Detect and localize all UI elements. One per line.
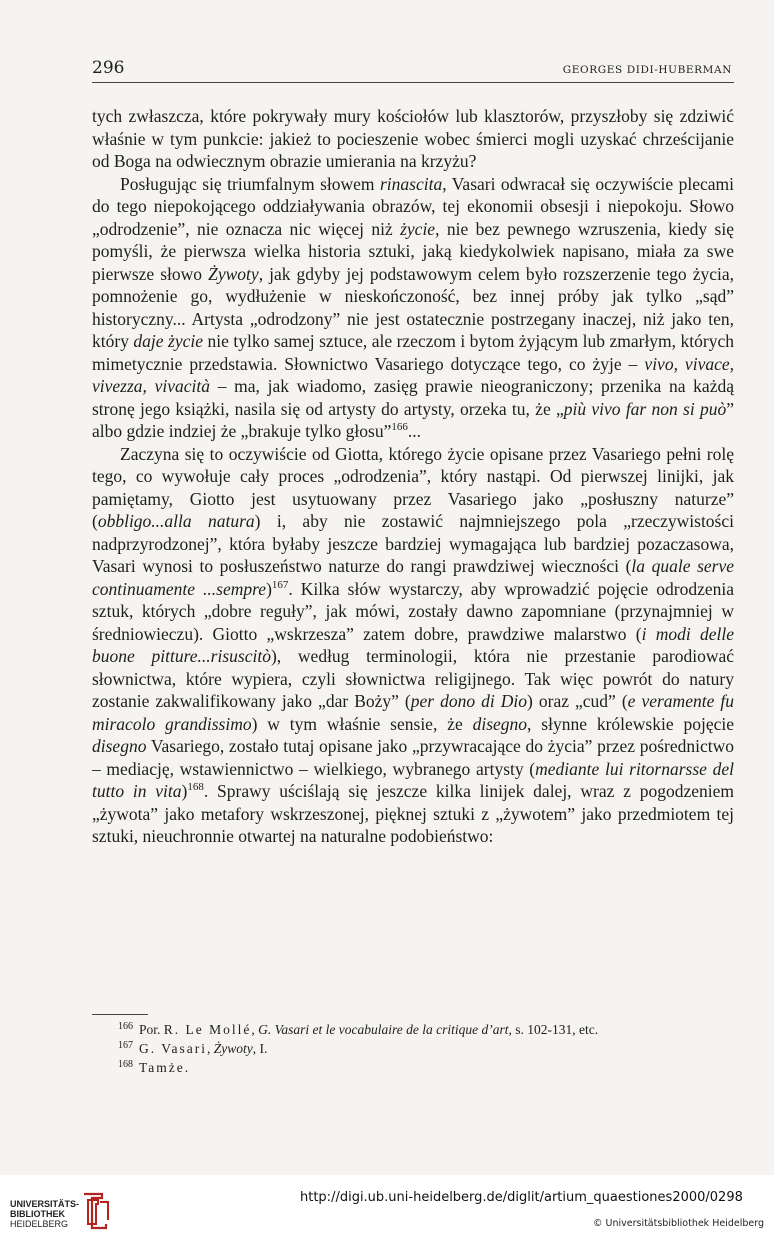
footnotes <box>118 1020 718 1077</box>
footnote-167: $^{167}$ G. Vasari, Żywoty, I. <box>118 1039 268 1056</box>
footnote-ref-168[interactable]: 168 <box>187 781 204 794</box>
page-header <box>92 56 734 83</box>
library-logo-icon <box>80 1190 112 1232</box>
paragraph-3: Zaczyna się to oczywiście od Giotta, którego życie opisane przez Vasariego pełni rolę tego, co wywołuje cały proces „odrodzenia”, który nastąpi. Od pierwszej linijki, jak pamiętamy, Giotto jest usytuowany przez Vasariego jako „posłuszny naturze” (obbligo...alla natura) i, aby nie zostawić najmniejszego pola „rzeczywistości nadprzyrodzonej”, która byłaby jeszcze bardziej wymagająca lub bardziej pozaczasowa, Vasari wynosi to posłuszeństwo naturze do rangi prawdziwej wieczności (la quale serve continuamente ...sempre)$^{167}$. Kilka słów wystarczy, aby wprowadzić pojęcie odrodzenia sztuk, których „dobre reguły”, jak mówi, zostały dawno zapomniane (przynajmniej w średniowieczu). Giotto „wskrzesza” zatem dobre, prawdziwe malarstwo (i modi delle buone pitture...risuscitò), według terminologii, która nie przestanie parodiować słownictwa, które wypiera, czyli słownictwa religijnego. Tak więc powrót do natury zostanie zakwalifikowany jako „dar Boży” (per dono di Dio) oraz „cud” (e veramente fu miracolo grandissimo) w tym właśnie sensie, że disegno, słynne królewskie pojęcie disegno Vasariego, zostało tutaj opisane jako „przywracające do życia” przez pośrednictwo – mediację, wstawiennictwo – wielkiego, wybranego artysty (mediante lui ritornarsse del tutto in vita)$^{168}$. Sprawy uściślają się jeszcze kilka linijek dalej, wraz z pogodzeniem „żywota” jako metafory wskrzeszonej, pięknej sztuki z „żywotem” jako przedmiotem tej sztuki, nieuchronnie otwartej na naturalne podobieństwo: <box>92 443 735 846</box>
footnote-166: $^{166}$ Por. R. Le Mollé, G. Vasari et le vocabulaire de la critique d’art, s. 102-131, etc. <box>118 1020 599 1037</box>
paragraph-2: Posługując się triumfalnym słowem rinascita, Vasari odwracał się oczywiście plecami do tego niepokojącego oddziaływania obrazów, tej ekonomii obsesji i niepokoju. Słowo „odrodzenie”, nie oznacza nic więcej niż życie, nie bez pewnego wzruszenia, kiedy się pomyśli, że pierwsza wielka historia sztuki, jaką kiedykolwiek napisano, miała za swe pierwsze słowo Żywoty, jak gdyby jej podstawowym celem było rozszerzenie tego życia, pomnożenie go, wydłużenie w nieskończoność, bez innej próby jak tylko „sąd” historyczny... Artysta „odrodzony” nie jest ostatecznie postrzegany inaczej, niż jako ten, który daje życie nie tylko samej sztuce, ale rzeczom i bytom żyjącym lub zmarłym, których mimetycznie przedstawia. Słownictwo Vasariego dotyczące tego, co żyje – vivo, vivace, vivezza, vivacità – ma, jak wiadomo, zasięg prawie nieograniczony; przenika na każdą stronę jego książki, nasila się od artysty do artysty, orzeka tu, że „più vivo far non si può” albo gdzie indziej że „brakuje tylko głosu”$^{166}$... <box>92 173 735 441</box>
viewer-footer <box>0 1175 774 1240</box>
running-head: GEORGES DIDI-HUBERMAN <box>562 64 732 76</box>
footnote-ref-167[interactable]: 167 <box>271 578 289 591</box>
copyright-notice: © Universitätsbibliothek Heidelberg <box>592 1218 764 1229</box>
page-number: 296 <box>92 58 125 78</box>
permalink-url[interactable]: http://digi.ub.uni-heidelberg.de/diglit/artium_quaestiones2000/0298 <box>300 1190 743 1205</box>
paragraph-1: tych zwłaszcza, które pokrywały mury kościołów lub klasztorów, przyszłoby się zdziwić właśnie w tym punkcie: jakież to pocieszenie wobec śmierci mogli uzyskać chrześcijanie od Boga na odwiecznym obrazie umierania na krzyżu? <box>92 106 734 171</box>
footnote-divider <box>92 1014 148 1015</box>
footnote-ref-166[interactable]: 166 <box>391 421 408 434</box>
body-text <box>92 105 734 848</box>
footnote-168: $^{168}$ Tamże. <box>118 1058 191 1075</box>
library-logo-text: UNIVERSITÄTS- BIBLIOTHEK HEIDELBERG <box>10 1199 80 1229</box>
